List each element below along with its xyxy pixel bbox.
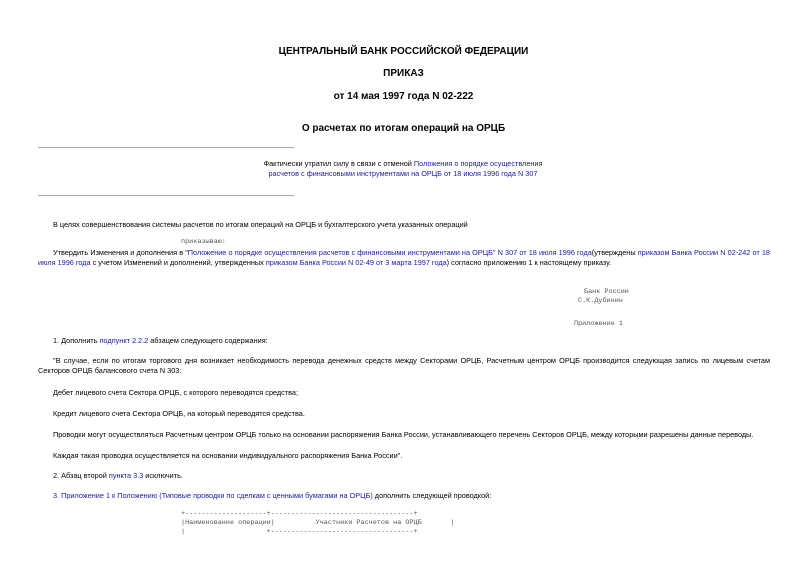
approve-text-1: Утвердить Изменения и дополнения в " — [53, 248, 188, 257]
intro-paragraph: В целях совершенствования системы расчетов по итогам операций на ОРЦБ и бухгалтерского учета указанных операций — [53, 220, 468, 229]
status-note-text: Фактически утратил силу в связи с отменой — [263, 159, 414, 168]
item-1-text-b: абзацем следующего содержания: — [148, 336, 268, 345]
item-2-link[interactable]: пункта 3.3 — [108, 471, 144, 480]
status-note-link[interactable]: Положения о порядке осуществления расчетов с финансовыми инструментами на ОРЦБ от 18 июля 1996 года N 307 — [268, 159, 543, 178]
approve-link-order-242[interactable]: приказом Банка России N 02-242 от 18 июля 1996 года — [38, 248, 770, 267]
separator-top — [38, 147, 294, 148]
signature-bank: Банк России — [584, 288, 629, 296]
item-3-link-appendix[interactable]: 3. Приложение 1 к Положению — [53, 491, 158, 500]
prikazyvayu: приказываю: — [181, 238, 226, 246]
status-note — [250, 159, 556, 179]
approve-text-3: с учетом Изменений и дополнений, утвержденных — [90, 258, 266, 267]
signature-name: С.К.Дубинин — [578, 297, 623, 305]
table-col-participants: Участники Расчетов на ОРЦБ — [315, 519, 422, 527]
doc-date-number: от 14 мая 1997 года N 02-222 — [333, 91, 474, 102]
appendix-label: Приложение 1 — [574, 320, 623, 328]
table-border-top: +--------------------+-----------------------------------+ — [181, 510, 418, 518]
table-header-row: |Наименование операции| Участники Расчетов на ОРЦБ | — [181, 519, 455, 527]
credit-paragraph: Кредит лицевого счета Сектора ОРЦБ, на который переводятся средства. — [53, 409, 305, 418]
item-2-text-a: 2. Абзац второй — [53, 471, 109, 480]
quote-paragraph: "В случае, если по итогам торгового дня возникает необходимость перевода денежных средств между Секторами ОРЦБ, Расчетным центром ОРЦБ производится следующая запись по лицевым счетам Секторов ОРЦБ балансового счета N 303: — [38, 356, 770, 375]
approve-link-regulation[interactable]: Положение о порядке осуществления расчетов с финансовыми инструментами на ОРЦБ" N 307 от 18 июля 1996 года — [187, 248, 592, 257]
item-2 — [53, 471, 773, 481]
item-1 — [53, 336, 773, 346]
entries-paragraph: Проводки могут осуществляться Расчетным центром ОРЦБ только на основании распоряжения Банка России, устанавливающего перечень Секторов ОРЦБ, между которыми разрешены данные переводы. — [53, 430, 754, 439]
org-name: ЦЕНТРАЛЬНЫЙ БАНК РОССИЙСКОЙ ФЕДЕРАЦИИ — [278, 46, 529, 57]
table-col-operation: Наименование операции — [185, 519, 271, 527]
approve-link-order-49[interactable]: приказом Банка России N 02-49 от 3 марта 1997 года — [265, 258, 447, 267]
debit-paragraph: Дебет лицевого счета Сектора ОРЦБ, с которого переводятся средства; — [53, 388, 299, 397]
item-2-text-b: исключить. — [143, 471, 183, 480]
item-3 — [53, 491, 773, 501]
item-1-text-a: 1. Дополнить — [53, 336, 100, 345]
approve-paragraph — [38, 248, 770, 268]
each-paragraph: Каждая такая проводка осуществляется на основании индивидуального распоряжения Банка России". — [53, 451, 403, 460]
item-1-link[interactable]: подпункт 2.2.2 — [99, 336, 149, 345]
approve-text-2: (утверждены — [591, 248, 638, 257]
doc-type: ПРИКАЗ — [383, 68, 424, 79]
doc-title: О расчетах по итогам операций на ОРЦБ — [301, 123, 506, 134]
separator-bottom — [38, 195, 294, 196]
table-divider: | +-----------------------------------+ — [181, 528, 418, 536]
item-3-link-postings[interactable]: (Типовые проводки по сделкам с ценными бумагами на ОРЦБ) — [159, 491, 373, 500]
item-3-text-b: дополнить следующей проводкой: — [372, 491, 492, 500]
approve-text-4: ) согласно приложению 1 к настоящему приказу. — [446, 258, 612, 267]
